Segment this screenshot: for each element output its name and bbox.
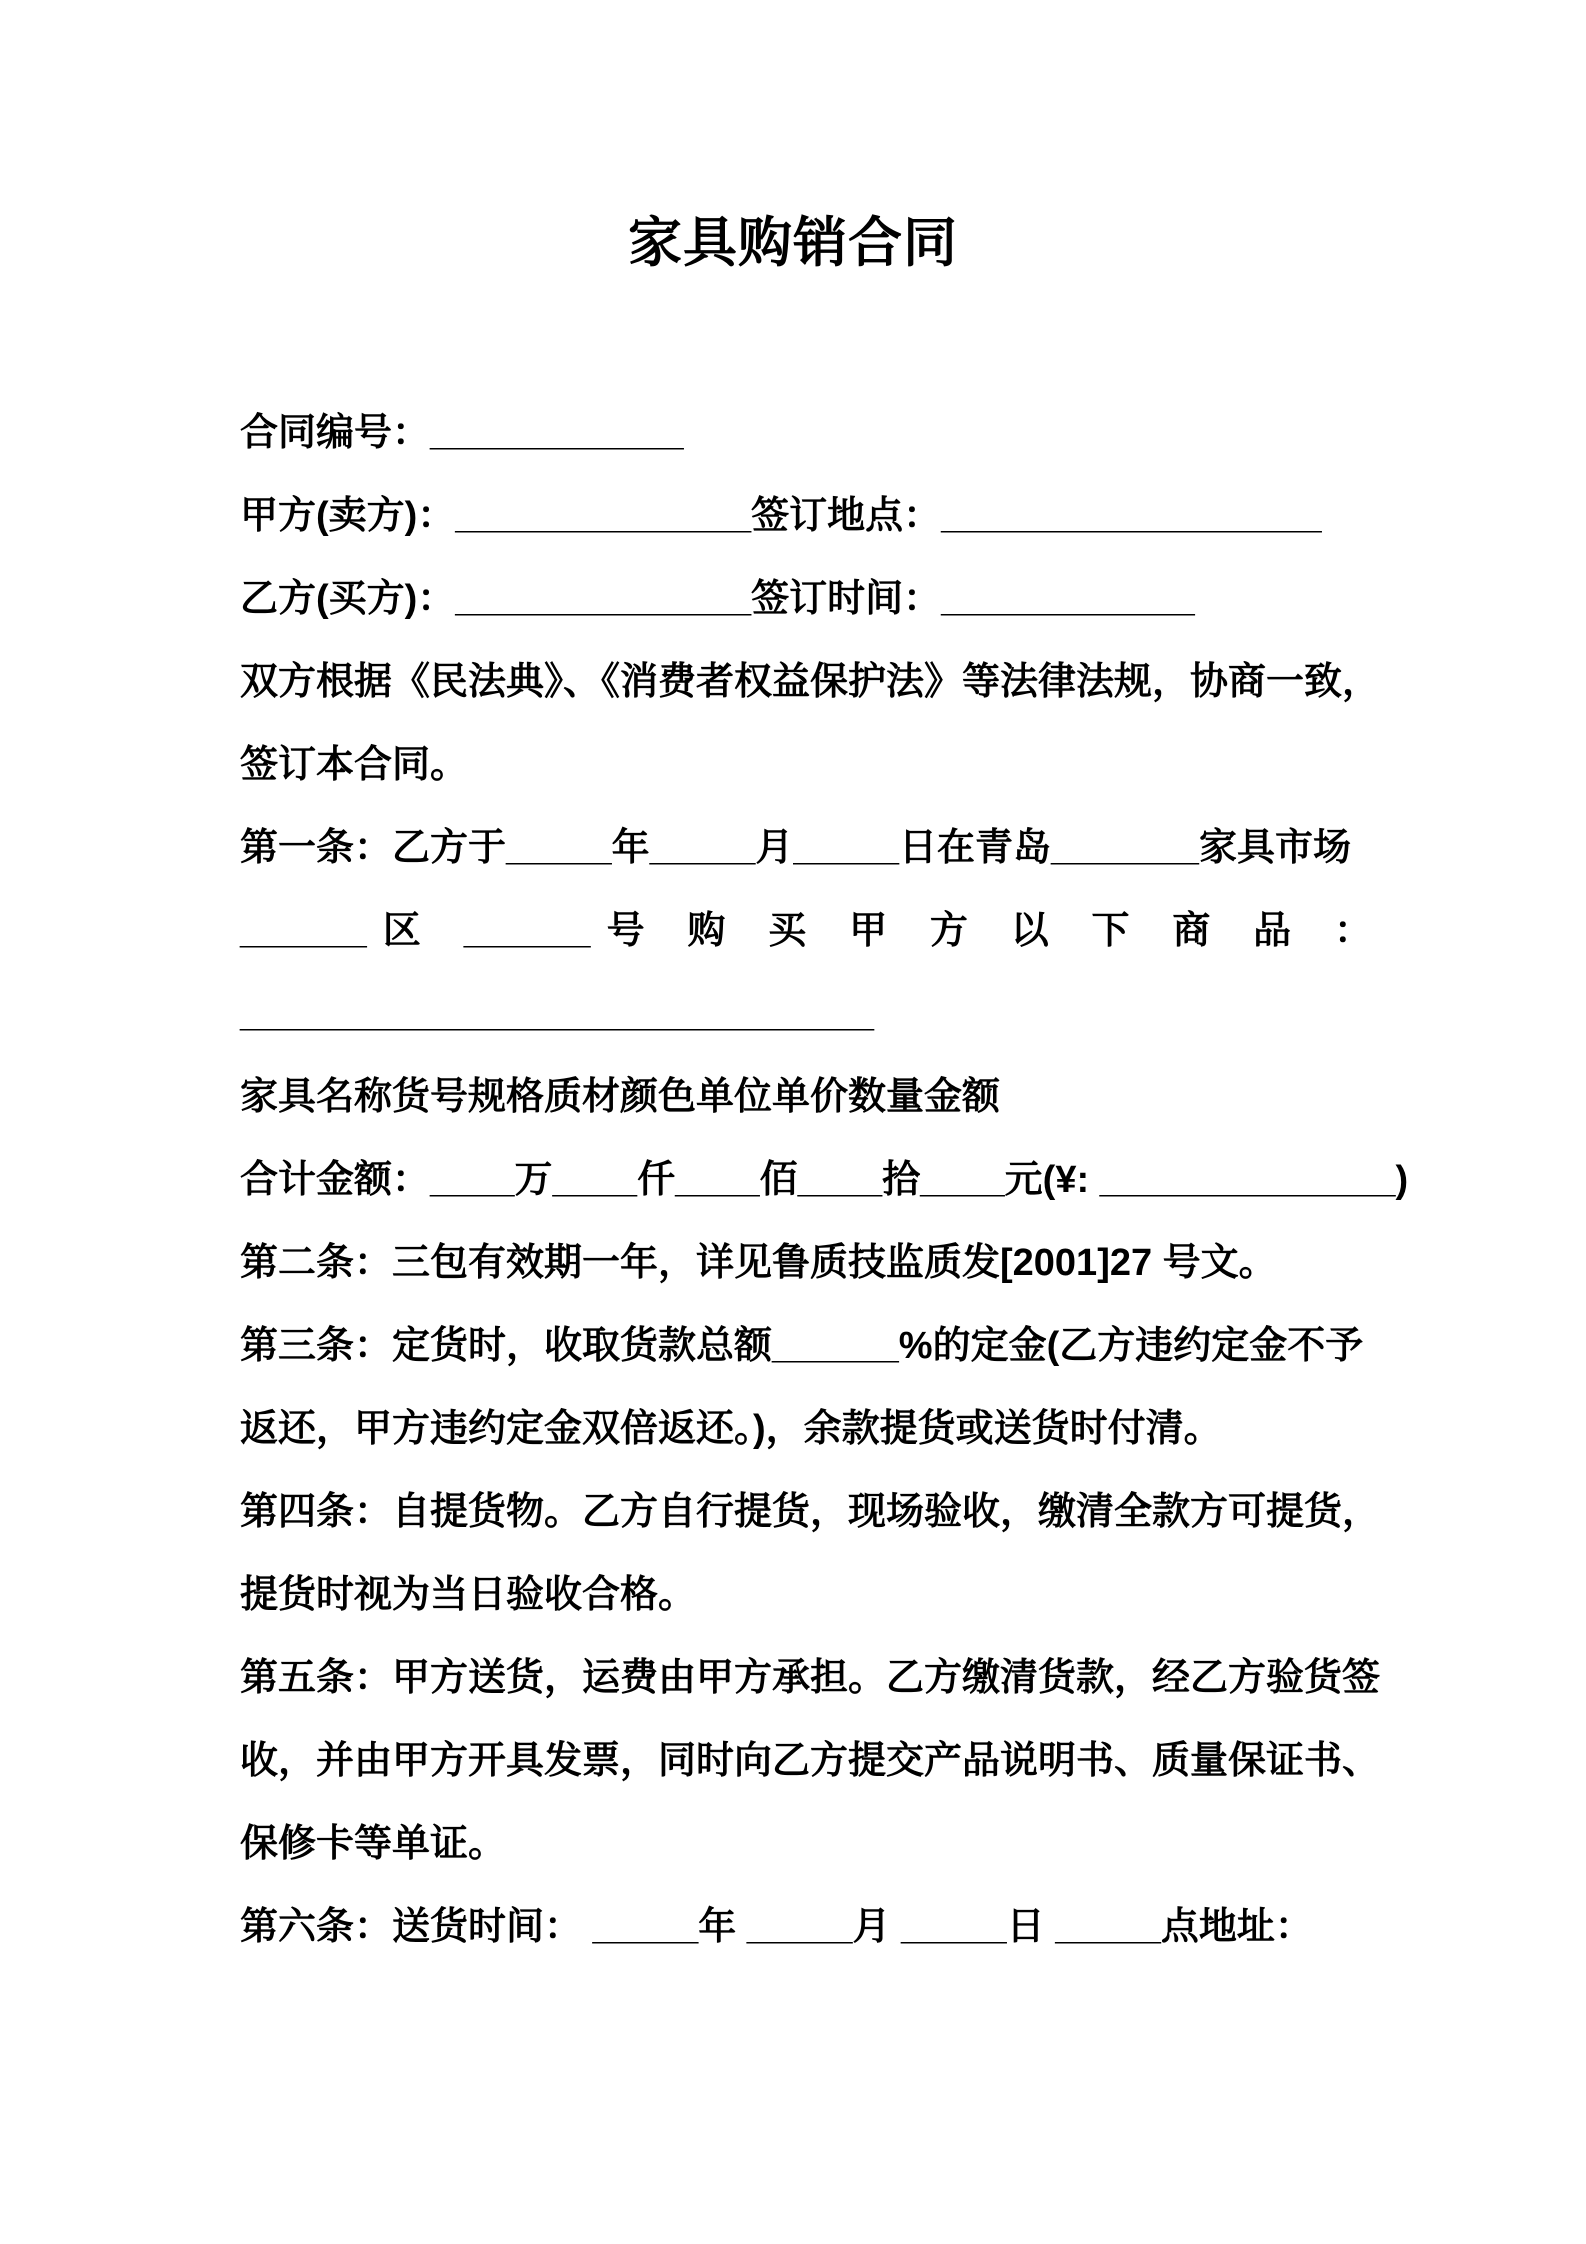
page-title: 家具购销合同 bbox=[628, 213, 958, 273]
line-clause-4: 第四条：自提货物。乙方自行提货，现场验收，缴清全款方可提货， bbox=[240, 1491, 1381, 1533]
line-clause-3-cont: 返还，甲方违约定金双倍返还。)，余款提货或送货时付清。 bbox=[240, 1408, 1222, 1450]
line-clause-1-cont: ______区 ______号 购 买 甲 方 以 下 商 品 ： bbox=[240, 910, 1372, 952]
contract-body bbox=[240, 392, 1409, 1969]
line-legal-basis: 双方根据《民法典》、《消费者权益保护法》等法律法规，协商一致， bbox=[240, 661, 1381, 703]
line-party-b-buyer: 乙方(买方)：______________签订时间：____________ bbox=[240, 578, 1195, 620]
line-total-amount: 合计金额：____万____仟____佰____拾____元(¥: ______________) bbox=[240, 1159, 1409, 1201]
line-clause-6: 第六条：送货时间： _____年 _____月 _____日 _____点地址： bbox=[240, 1906, 1313, 1948]
line-clause-5-cont: 收，并由甲方开具发票，同时向乙方提交产品说明书、质量保证书、 bbox=[240, 1740, 1381, 1782]
line-contract-number: 合同编号：____________ bbox=[240, 412, 684, 454]
line-goods-table-header: 家具名称货号规格质材颜色单位单价数量金额 bbox=[240, 1076, 1001, 1118]
line-clause-5: 第五条：甲方送货，运费由甲方承担。乙方缴清货款，经乙方验货签 bbox=[240, 1657, 1381, 1699]
line-clause-1: 第一条：乙方于_____年_____月_____日在青岛_______家具市场 bbox=[240, 827, 1351, 869]
line-legal-basis-cont: 签订本合同。 bbox=[240, 744, 469, 786]
line-clause-2: 第二条：三包有效期一年，详见鲁质技监质发[2001]27 号文。 bbox=[240, 1242, 1277, 1284]
line-clause-1-blank: ______________________________ bbox=[240, 993, 875, 1035]
line-clause-5-cont-2: 保修卡等单证。 bbox=[240, 1823, 507, 1865]
line-clause-3: 第三条：定货时，收取货款总额______%的定金(乙方违约定金不予 bbox=[240, 1325, 1364, 1367]
line-clause-4-cont: 提货时视为当日验收合格。 bbox=[240, 1574, 697, 1616]
line-party-a-seller: 甲方(卖方)：______________签订地点：__________________ bbox=[240, 495, 1322, 537]
